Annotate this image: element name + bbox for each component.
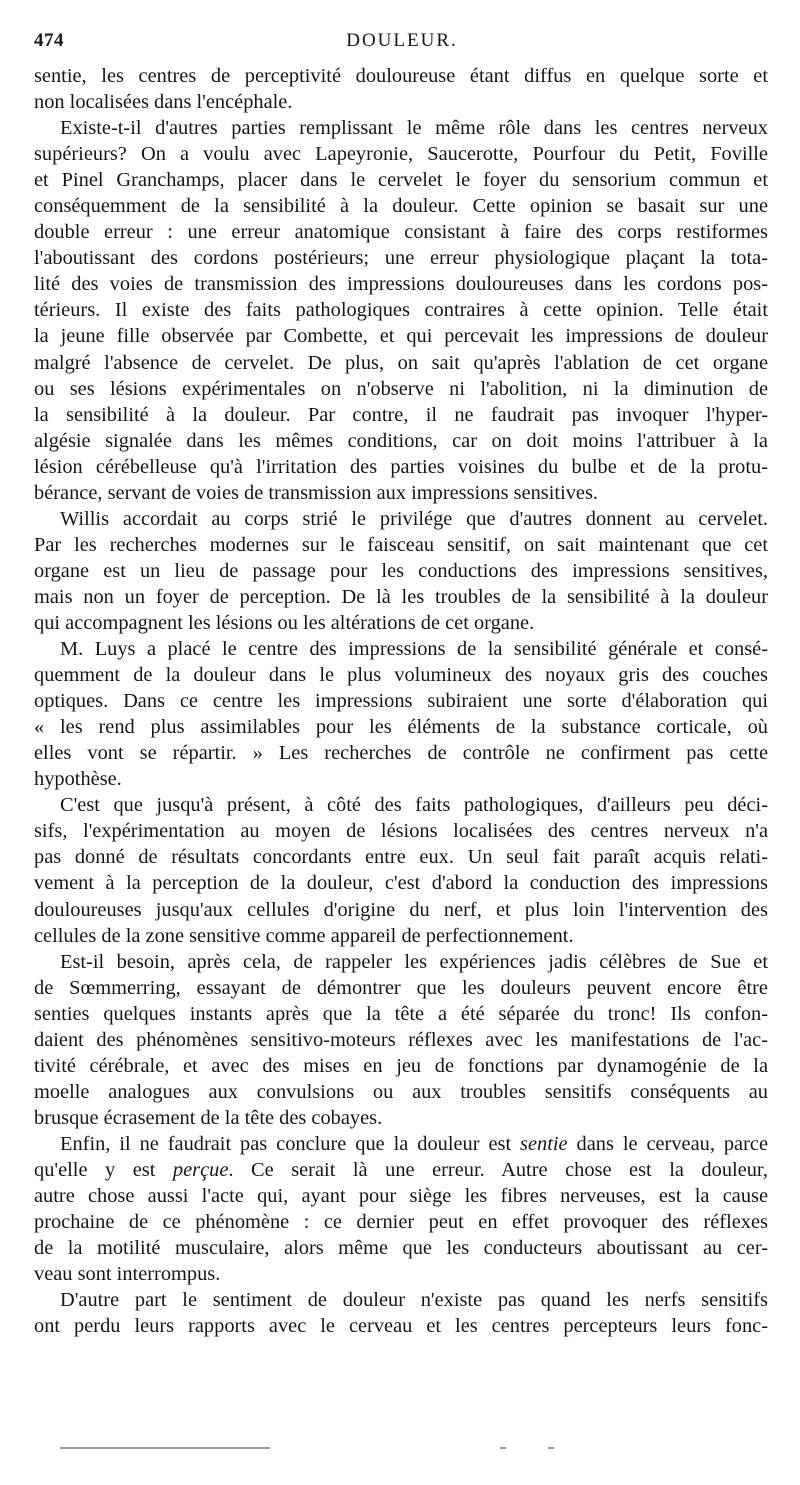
text-line: Existe-t-il d'autres parties remplissant le même rôle dans les centres nerveux [60, 117, 768, 140]
text-line: daient des phénomènes sensitivo-moteurs réflexes avec les manifestations de l'ac- [34, 1028, 768, 1051]
text-line: optiques. Dans ce centre les impressions subiraient une sorte d'élaboration qui [34, 690, 768, 713]
text-line: qui accompagnent les lésions ou les altérations de cet organe. [34, 611, 535, 634]
text-line: veau sont interrompus. [34, 1263, 221, 1286]
paragraph [34, 636, 768, 792]
text-line: térieurs. Il existe des faits pathologiques contraires à cette opinion. Telle était [34, 299, 768, 322]
paragraph [34, 115, 768, 506]
text-line: mais non un foyer de perception. De là les troubles de la sensibilité à la douleur [34, 585, 768, 608]
text-line: lité des voies de transmission des impressions douloureuses dans les cordons pos- [34, 273, 768, 296]
paragraph [34, 506, 768, 636]
paragraph [34, 63, 768, 115]
faint-footer-marks [60, 1444, 560, 1452]
text-line: ont perdu leurs rapports avec le cerveau et les centres percepteurs leurs fonc- [34, 1315, 768, 1338]
text-line: senties quelques instants après que la tête a été séparée du tronc! Ils confon- [34, 1002, 768, 1025]
text-line: l'aboutissant des cordons postérieurs; une erreur physiologique plaçant la tota- [34, 247, 768, 270]
text-line: lésion cérébelleuse qu'à l'irritation des parties voisines du bulbe et de la protu- [34, 455, 768, 478]
text-line: brusque écrasement de la tête des cobayes. [34, 1106, 383, 1129]
paragraph [34, 1287, 768, 1339]
text-line: conséquemment de la sensibilité à la douleur. Cette opinion se basait sur une [34, 195, 768, 218]
text-line: hypothèse. [34, 768, 122, 791]
page-number: 474 [34, 30, 64, 51]
text-line: M. Luys a placé le centre des impressions de la sensibilité générale et consé- [60, 638, 768, 661]
paragraph [34, 792, 768, 948]
body-text [34, 63, 768, 1339]
text-line: Enfin, il ne faudrait pas conclure que la douleur est sentie dans le cerveau, parce [60, 1132, 768, 1155]
text-line: douloureuses jusqu'aux cellules d'origine du nerf, et plus loin l'intervention des [34, 898, 768, 921]
text-line: moelle analogues aux convulsions ou aux troubles sensitifs conséquents au [34, 1080, 768, 1103]
text-line: tivité cérébrale, et avec des mises en jeu de fonctions par dynamogénie de la [34, 1054, 768, 1077]
text-line: la jeune fille observée par Combette, et qui percevait les impressions de douleur [34, 325, 768, 348]
text-line: quemment de la douleur dans le plus volumineux des noyaux gris des couches [34, 664, 768, 687]
text-line: la sensibilité à la douleur. Par contre, il ne faudrait pas invoquer l'hyper- [34, 403, 768, 426]
text-line: pas donné de résultats concordants entre eux. Un seul fait paraît acquis relati- [34, 846, 768, 869]
text-line: Est-il besoin, après cela, de rappeler les expériences jadis célèbres de Sue et [60, 950, 768, 973]
text-line: D'autre part le sentiment de douleur n'existe pas quand les nerfs sensitifs [60, 1289, 768, 1312]
paragraph [34, 1131, 768, 1287]
text-line: qu'elle y est perçue. Ce serait là une erreur. Autre chose est la douleur, [34, 1158, 768, 1181]
text-line: elles vont se répartir. » Les recherches de contrôle ne confirment pas cette [34, 742, 768, 765]
running-title: DOULEUR. [346, 30, 458, 51]
page-header [34, 30, 770, 58]
text-line: cellules de la zone sensitive comme appareil de perfectionnement. [34, 924, 574, 947]
text-line: de la motilité musculaire, alors même que les conducteurs aboutissant au cer- [34, 1237, 768, 1260]
text-line: ou ses lésions expérimentales on n'observe ni l'abolition, ni la diminution de [34, 377, 768, 400]
text-line: autre chose aussi l'acte qui, ayant pour siège les fibres nerveuses, est la cause [34, 1185, 768, 1208]
text-line: supérieurs? On a voulu avec Lapeyronie, Saucerotte, Pourfour du Petit, Foville [34, 143, 768, 166]
text-line: algésie signalée dans les mêmes conditions, car on doit moins l'attribuer à la [34, 429, 768, 452]
text-line: et Pinel Granchamps, placer dans le cervelet le foyer du sensorium commun et [34, 169, 768, 192]
text-line: Willis accordait au corps strié le privilége que d'autres donnent au cervelet. [60, 507, 768, 530]
text-line: sentie, les centres de perceptivité douloureuse étant diffus en quelque sorte et [34, 65, 768, 87]
text-line: organe est un lieu de passage pour les conductions des impressions sensitives, [34, 559, 768, 582]
text-line: C'est que jusqu'à présent, à côté des faits pathologiques, d'ailleurs peu déci- [60, 794, 768, 817]
text-line: « les rend plus assimilables pour les éléments de la substance corticale, où [34, 716, 768, 739]
text-line: bérance, servant de voies de transmission aux impressions sensitives. [34, 481, 599, 504]
text-line: non localisées dans l'encéphale. [34, 91, 293, 114]
text-line: prochaine de ce phénomène : ce dernier peut en effet provoquer des réflexes [34, 1211, 768, 1234]
text-line: malgré l'absence de cervelet. De plus, on sait qu'après l'ablation de cet organe [34, 351, 768, 374]
text-line: double erreur : une erreur anatomique consistant à faire des corps restiformes [34, 221, 768, 244]
text-line: sifs, l'expérimentation au moyen de lésions localisées des centres nerveux n'a [34, 820, 768, 843]
text-line: vement à la perception de la douleur, c'est d'abord la conduction des impressions [34, 872, 768, 895]
text-line: de Sœmmerring, essayant de démontrer que les douleurs peuvent encore être [34, 976, 768, 999]
paragraph [34, 949, 768, 1131]
text-line: Par les recherches modernes sur le faisceau sensitif, on sait maintenant que cet [34, 533, 768, 556]
